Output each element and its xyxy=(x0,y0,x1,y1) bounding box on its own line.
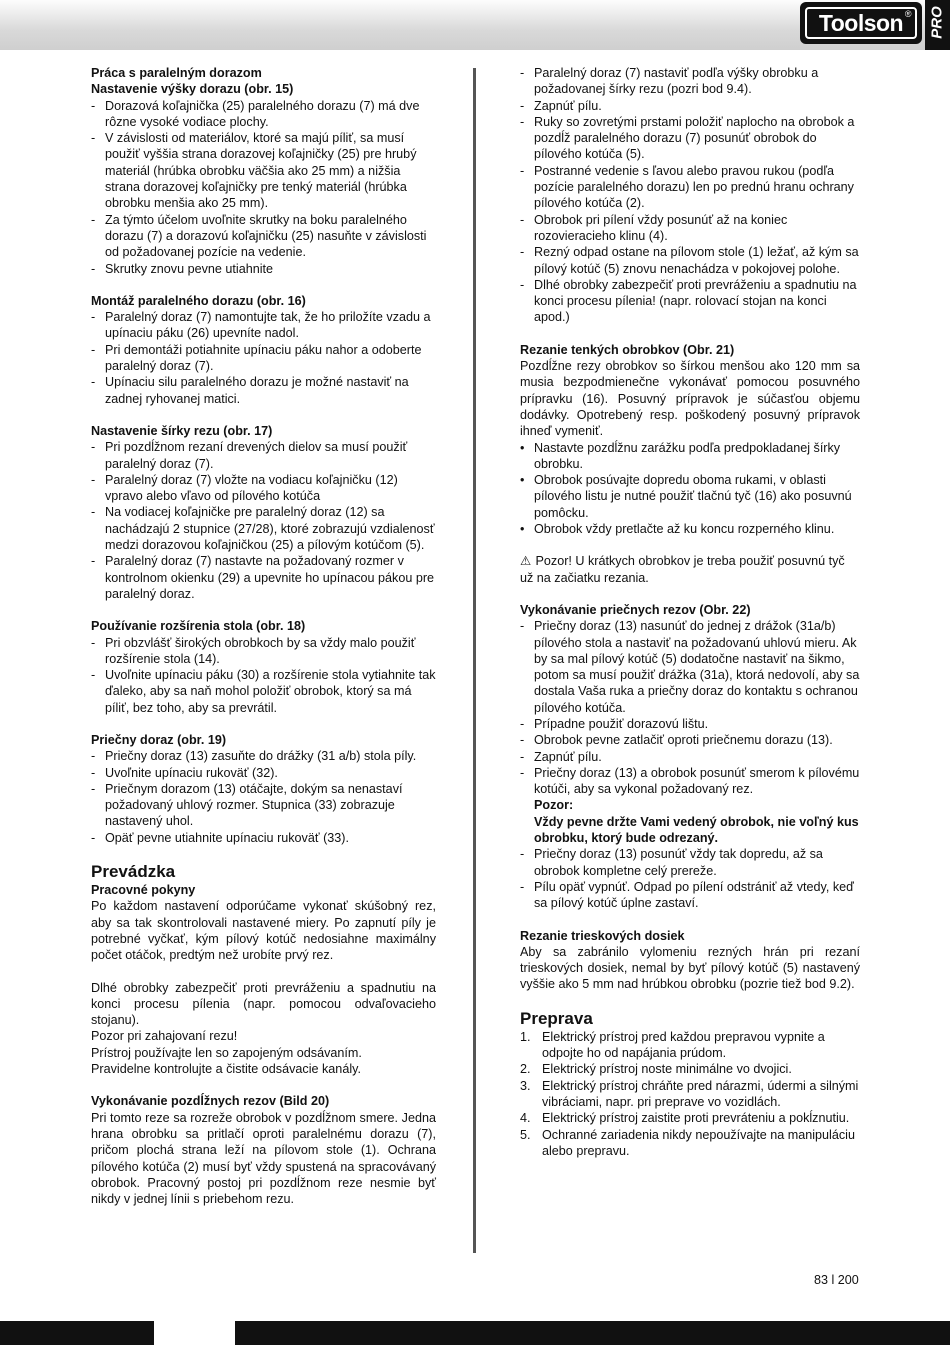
list-item: - Dorazová koľajnička (25) paralelného dorazu (7) má dve rôzne vysoké vodiace plochy. xyxy=(91,98,436,131)
item-number: 5. xyxy=(520,1127,531,1142)
section-title: Nastavenie šírky rezu (obr. 17) xyxy=(91,423,273,438)
list-item xyxy=(520,1110,860,1126)
list-item: - Postranné vedenie s ľavou alebo pravou rukou (podľa pozície paralelného dorazu) len po prednú hranu ochrany pílového kotúča (2). xyxy=(520,163,860,212)
section-title: Montáž paralelného dorazu (obr. 16) xyxy=(91,293,306,308)
section-title: Vykonávanie priečnych rezov (Obr. 22) xyxy=(520,602,751,617)
list-s3 xyxy=(91,439,436,602)
list-s4 xyxy=(91,635,436,716)
item-number: 3. xyxy=(520,1078,531,1093)
right-column xyxy=(520,65,860,1159)
item-number: 4. xyxy=(520,1111,531,1126)
list-item: - Priečny doraz (13) nasunúť do jednej z drážok (31a/b) pílového stola a nastaviť na požadovanú uhlovú mieru. Ak by sa mal pílový kotúč (5) dodatočne nastaviť na šikmo, potom sa musí použiť drážka (31a), ktorá nedovolí, aby sa dostala Vaša ruka a priečny doraz do kontaktu s ochranou pílového kotúča. xyxy=(520,618,860,716)
page-number: 83 l 200 xyxy=(814,1273,859,1287)
list-s2 xyxy=(91,309,436,407)
paragraph: Pravidelne kontrolujte a čistite odsávacie kanály. xyxy=(91,1062,361,1077)
list-item: - V závislosti od materiálov, ktoré sa majú píliť, sa musí použiť vyššia strana dorazovej koľajničky (25) pre hrubý materiál (hrúbka obrobku väčšia ako 25 mm) a nižšia strana dorazovej koľajničky pre tenký materiál (hrúbka obrobku menšia ako 25 mm). xyxy=(91,130,436,211)
footer-bar xyxy=(0,1321,950,1345)
list-item: - Priečny doraz (13) posunúť vždy tak dopredu, až sa obrobok kompletne celý prereže. xyxy=(520,846,860,879)
section-title: Rezanie trieskových dosiek xyxy=(520,928,685,943)
list-s1 xyxy=(91,98,436,277)
list-s5 xyxy=(91,748,436,846)
paragraph: Prístroj používajte len so zapojeným odsávaním. xyxy=(91,1045,362,1060)
list-item xyxy=(520,1127,860,1160)
paragraph: Aby sa zabránilo vylomeniu rezných hrán pri rezaní trieskových dosiek, nemal by byť pílový kotúč (5) nastavený vyššie ako 5 mm nad hrúbkou obrobku (pozrie tiež bod 9.2). xyxy=(520,944,860,992)
list-item xyxy=(520,1029,860,1062)
list-r5 xyxy=(520,1029,860,1159)
section-title: Vykonávanie pozdĺžnych rezov (Bild 20) xyxy=(91,1094,330,1109)
section-title: Rezanie tenkých obrobkov (Obr. 21) xyxy=(520,342,735,357)
list-item: • Nastavte pozdĺžnu zarážku podľa predpokladanej šírky obrobku. xyxy=(520,440,860,473)
list-item: - Paralelný doraz (7) nastaviť podľa výšky obrobku a požadovanej šírky rezu (pozri bod 9.4). xyxy=(520,65,860,98)
pro-badge xyxy=(925,0,950,50)
chapter-title: Preprava xyxy=(520,1008,593,1028)
registered-icon: ® xyxy=(904,9,911,19)
logo-text: Toolson xyxy=(818,10,904,36)
list-item: - Priečnym dorazom (13) otáčajte, dokým sa nenastaví požadovaný uhlový rozmer. Stupnica (33) zobrazuje nastavený uhol. xyxy=(91,781,436,830)
list-item: • Obrobok posúvajte dopredu oboma rukami, v oblasti pílového listu je nutné použiť tlačnú tyč (16) ako posuvnú pomôcku. xyxy=(520,472,860,521)
section-title: Priečny doraz (obr. 19) xyxy=(91,732,227,747)
caution-text: Vždy pevne držte Vami vedený obrobok, nie voľný kus obrobku, ktorý bude odrezaný. xyxy=(534,814,859,846)
list-item: - Rezný odpad ostane na pílovom stole (1) ležať, až kým sa pílový kotúč (5) znovu nenachádza v pokojovej polohe. xyxy=(520,244,860,277)
list-item: - Ruky so zovretými prstami položiť naplocho na obrobok a pozdĺž paralelného dorazu (7) posunúť obrobok do pílového kotúča (5). xyxy=(520,114,860,163)
list-item: • Obrobok vždy pretlačte až ku koncu rozperného klinu. xyxy=(520,521,860,537)
list-r3b xyxy=(520,846,860,911)
list-item: - Paralelný doraz (7) vložte na vodiacu koľajničku (12) vpravo alebo vľavo od pílového kotúča xyxy=(91,472,436,505)
section-subtitle: Nastavenie výšky dorazu (obr. 15) xyxy=(91,82,294,97)
left-column xyxy=(91,65,436,1207)
item-number: 2. xyxy=(520,1062,531,1077)
list-r2 xyxy=(520,440,860,538)
list-item: - Uvoľnite upínaciu páku (30) a rozšírenie stola vytiahnite tak ďaleko, aby sa naň mohol položiť obrobok, ktorý sa má píliť, bez toho, aby sa prevrátil. xyxy=(91,667,436,716)
list-item: - Pri pozdĺžnom rezaní drevených dielov sa musí použiť paralelný doraz (7). xyxy=(91,439,436,472)
list-item: - Uvoľnite upínaciu rukoväť (32). xyxy=(91,765,436,781)
list-item: - Prípadne použiť dorazovú lištu. xyxy=(520,716,860,732)
list-item: - Zapnúť pílu. xyxy=(520,98,860,114)
warning-text: Pozor! U krátkych obrobkov je treba použiť posuvnú tyč už na začiatku rezania. xyxy=(520,554,845,585)
footer-bar-gap xyxy=(154,1321,235,1345)
list-item: - Na vodiacej koľajničke pre paralelný doraz (12) sa nachádzajú 2 stupnice (27/28), ktoré zobrazujú vzdialenosť medzi dorazovou koľajničkou (25) a pílovým kotúčom (5). xyxy=(91,504,436,553)
item-text: Elektrický prístroj pred každou prepravou vypnite a odpojte ho od napájania prúdom. xyxy=(542,1029,825,1061)
caution-title: Pozor: xyxy=(534,798,574,813)
section-title: Práca s paralelným dorazom xyxy=(91,66,262,80)
column-divider xyxy=(473,68,476,1253)
list-r1 xyxy=(520,65,860,326)
list-item: - Opäť pevne utiahnite upínaciu rukoväť (33). xyxy=(91,830,436,846)
list-item: - Obrobok pevne zatlačiť oproti priečnemu dorazu (13). xyxy=(520,732,860,748)
item-number: 1. xyxy=(520,1029,531,1044)
paragraph: Pozor pri zahajovaní rezu! xyxy=(91,1029,238,1044)
list-r3 xyxy=(520,618,860,797)
toolson-logo xyxy=(800,2,922,44)
list-item: - Priečny doraz (13) zasuňte do drážky (31 a/b) stola píly. xyxy=(91,748,436,764)
list-item: - Pri demontáži potiahnite upínaciu páku nahor a odoberte paralelný doraz (7). xyxy=(91,342,436,375)
section-title: Používanie rozšírenia stola (obr. 18) xyxy=(91,619,306,634)
paragraph: Po každom nastavení odporúčame vykonať skúšobný rez, aby sa tak skontrolovali nastavené miery. Po zapnutí píly je potrebné vyčkať, kým pílový kotúč nedosiahne maximálny počet otáčok, predtým než urobíte prvý rez. xyxy=(91,899,436,963)
section-subtitle: Pracovné pokyny xyxy=(91,883,196,898)
item-text: Elektrický prístroj noste minimálne vo dvojici. xyxy=(542,1062,792,1077)
list-item: - Dlhé obrobky zabezpečiť proti prevráženiu a spadnutiu na konci procesu pílenia! (napr. rolovací stojan na konci apod.) xyxy=(520,277,860,326)
item-text: Ochranné zariadenia nikdy nepoužívajte na manipuláciu alebo prepravu. xyxy=(542,1127,855,1158)
list-item: - Upínaciu silu paralelného dorazu je možné nastaviť na zadnej ryhovanej matici. xyxy=(91,374,436,407)
list-item: - Pri obzvlášť širokých obrobkoch by sa vždy malo použiť rozšírenie stola (14). xyxy=(91,635,436,668)
chapter-title: Prevádzka xyxy=(91,862,176,882)
warning-note xyxy=(520,553,860,586)
item-text: Elektrický prístroj zaistite proti prevráteniu a pokĺznutiu. xyxy=(542,1111,850,1126)
list-item: - Za týmto účelom uvoľnite skrutky na boku paralelného dorazu (7) a dorazovú koľajničku (25) nasuňte v závislosti od požadovanej pozície na vedenie. xyxy=(91,212,436,261)
list-item xyxy=(520,1061,860,1077)
list-item: - Paralelný doraz (7) nastavte na požadovaný rozmer v kontrolnom okienku (29) a upevnite ho upínacou pákou pre paralelný doraz. xyxy=(91,553,436,602)
paragraph: Pozdĺžne rezy obrobkov so šírkou menšou ako 120 mm sa musia bezpodmienečne vykonávať pomocou posuvného prípravku (16). Posuvný prípravok je súčasťou objemu dodávky. Opotrebený resp. poškodený posuvný prípravok ihneď vymeniť. xyxy=(520,359,860,439)
pro-label: PRO xyxy=(928,6,946,39)
list-item: - Skrutky znovu pevne utiahnite xyxy=(91,261,436,277)
list-item: - Paralelný doraz (7) namontujte tak, že ho priložíte vzadu a upínaciu páku (26) upevníte nadol. xyxy=(91,309,436,342)
list-item xyxy=(520,1078,860,1111)
warning-icon: ⚠ xyxy=(520,554,532,569)
paragraph: Pri tomto reze sa rozreže obrobok v pozdĺžnom smere. Jedna hrana obrobku sa pritlačí oproti paralelnému dorazu (7), pričom plochá strana leží na pílovom stole (1). Ochrana pílového kotúča (2) musí byť vždy spustená na spracovávaný obrobok. Pracovný postoj pri pozdĺžnom reze nesmie byť nikdy v jednej línii s priebehom rezu. xyxy=(91,1110,436,1207)
list-item: - Obrobok pri pílení vždy posunúť až na koniec rozovieracieho klinu (4). xyxy=(520,212,860,245)
list-item: - Priečny doraz (13) a obrobok posunúť smerom k pílovému kotúči, aby sa vykonal požadovaný rez. xyxy=(520,765,860,798)
item-text: Elektrický prístroj chráňte pred nárazmi, údermi a silnými vibráciami, napr. pri preprave vo vozidlách. xyxy=(542,1078,859,1109)
list-item: - Zapnúť pílu. xyxy=(520,749,860,765)
paragraph: Dlhé obrobky zabezpečiť proti prevráženiu a spadnutiu na konci procesu pílenia (napr. pomocou odvaľovacieho stojanu). xyxy=(91,980,436,1028)
list-item: - Pílu opäť vypnúť. Odpad po pílení odstrániť až vtedy, keď sa pílový kotúč úplne zastaví. xyxy=(520,879,860,912)
